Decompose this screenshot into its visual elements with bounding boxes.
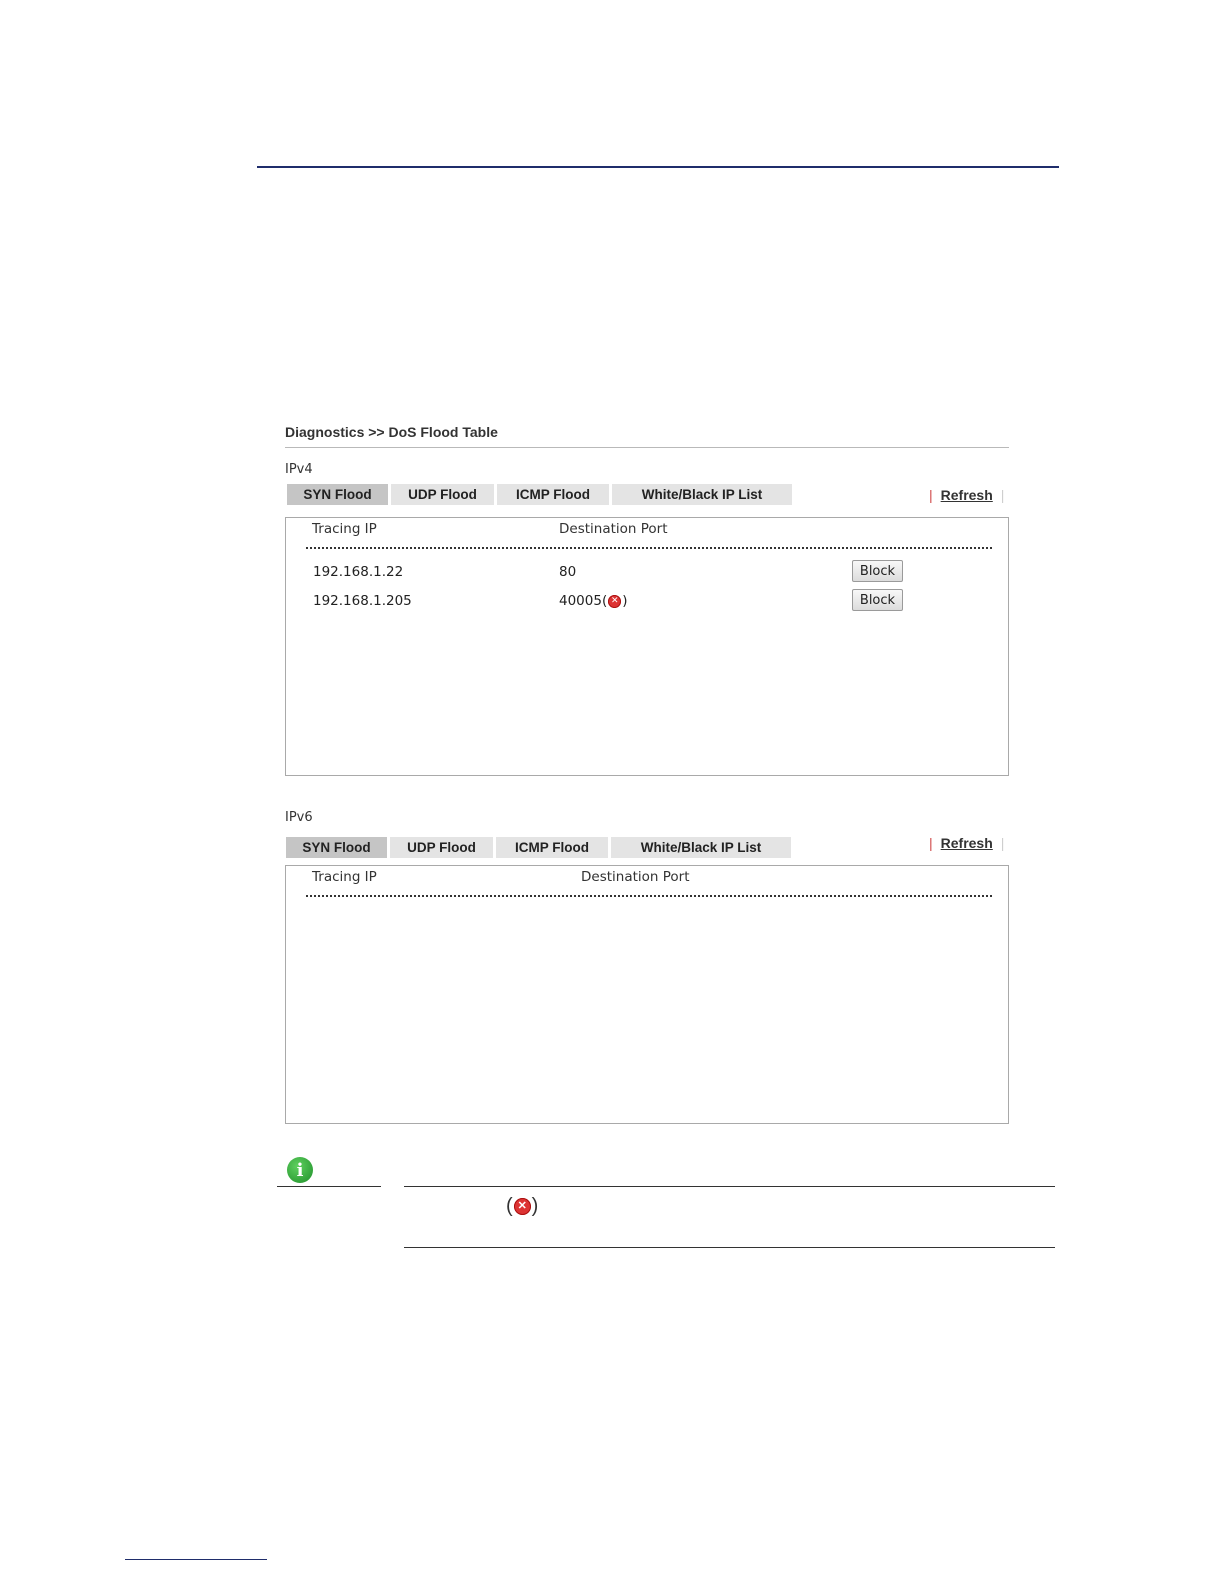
note-rule-bottom (404, 1247, 1055, 1248)
refresh-separator-left: | (929, 487, 933, 503)
note-rule-top (404, 1186, 1055, 1187)
ipv4-row-2-block-button[interactable]: Block (852, 589, 903, 611)
ipv6-refresh-group (929, 835, 1004, 851)
ipv4-refresh-link[interactable]: Refresh (940, 487, 993, 503)
title-divider (285, 447, 1009, 448)
ipv6-header-divider (306, 895, 992, 897)
info-icon: i (287, 1157, 313, 1183)
ipv6-tab-icmp-flood[interactable]: ICMP Flood (496, 837, 608, 858)
ipv6-col-destination-port: Destination Port (581, 869, 690, 885)
blocked-x-icon: ✕ (608, 595, 621, 608)
ipv4-tab-udp-flood[interactable]: UDP Flood (391, 484, 494, 505)
page-title: Diagnostics >> DoS Flood Table (285, 424, 498, 440)
ipv4-row-1-ip: 192.168.1.22 (313, 564, 404, 580)
ipv6-flood-table (285, 865, 1009, 1124)
ipv4-row-1-block-button[interactable]: Block (852, 560, 903, 582)
blocked-x-icon: ✕ (514, 1198, 531, 1215)
note-rule-left (277, 1186, 381, 1187)
refresh-separator-left: | (929, 835, 933, 851)
ipv4-tab-white-black-ip-list[interactable]: White/Black IP List (612, 484, 792, 505)
ipv4-row-2-port (559, 591, 628, 611)
ipv4-header-divider (306, 547, 992, 549)
ipv6-section-label: IPv6 (285, 810, 313, 825)
ipv6-col-tracing-ip: Tracing IP (312, 869, 377, 885)
ipv4-row-2-ip: 192.168.1.205 (313, 593, 412, 609)
note-blocked-icon-example (506, 1195, 538, 1218)
ipv4-tab-syn-flood[interactable]: SYN Flood (287, 484, 388, 505)
ipv4-col-destination-port: Destination Port (559, 521, 668, 537)
refresh-separator-right: | (1000, 835, 1005, 851)
ipv4-tab-icmp-flood[interactable]: ICMP Flood (497, 484, 609, 505)
ipv4-refresh-group (929, 487, 1004, 503)
footer-rule (125, 1559, 267, 1560)
ipv4-row-2-port-value: 40005( (559, 593, 608, 609)
ipv6-tab-udp-flood[interactable]: UDP Flood (390, 837, 493, 858)
refresh-separator-right: | (1000, 487, 1005, 503)
ipv4-row-1-port: 80 (559, 564, 577, 580)
ipv4-section-label: IPv4 (285, 462, 313, 477)
note-paren-close: ) (531, 1195, 539, 1217)
note-paren-open: ( (506, 1195, 513, 1217)
ipv6-refresh-link[interactable]: Refresh (940, 835, 993, 851)
ipv4-col-tracing-ip: Tracing IP (312, 521, 377, 537)
ipv4-flood-table (285, 517, 1009, 776)
ipv6-tab-white-black-ip-list[interactable]: White/Black IP List (611, 837, 791, 858)
ipv4-row-2-port-close: ) (622, 593, 628, 609)
header-rule (257, 166, 1059, 168)
ipv6-tab-syn-flood[interactable]: SYN Flood (286, 837, 387, 858)
